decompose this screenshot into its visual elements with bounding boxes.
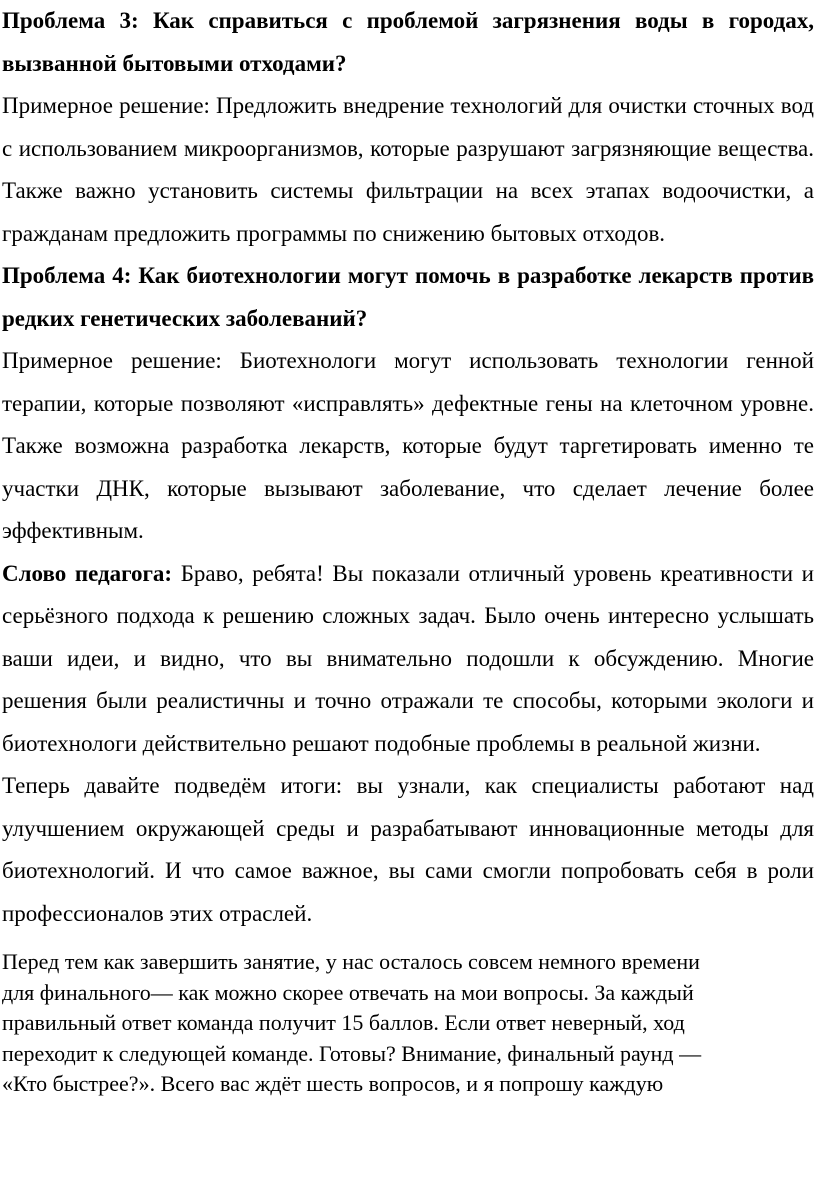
problem-3-solution: Примерное решение: Предложить внедрение технологий для очистки сточных вод с использованием микроорганизмов, которые разрушают загрязняющие вещества. Также важно установить системы фильтрации на всех этапах водоочистки, а гражданам предложить программы по снижению бытовых отходов. bbox=[2, 93, 814, 246]
final-round-line: для финального— как можно скорее отвечать на мои вопросы. За каждый bbox=[2, 979, 694, 1005]
teacher-word-text: Браво, ребята! Вы показали отличный уровень креативности и серьёзного подхода к решению сложных задач. Было очень интересно услышать ваши идеи, и видно, что вы внимательно подошли к обсуждению. Многие решения были реалистичны и точно отражали те способы, которыми экологи и биотехнологи действительно решают подобные проблемы в реальной жизни. bbox=[2, 560, 814, 756]
final-round-line: Перед тем как завершить занятие, у нас осталось совсем немного времени bbox=[2, 949, 700, 974]
teacher-word-paragraph bbox=[2, 553, 814, 766]
teacher-word-label: Слово педагога: bbox=[2, 560, 173, 586]
final-round-line: «Кто быстрее?». Всего вас ждёт шесть вопросов, и я попрошу каждую bbox=[2, 1071, 664, 1096]
summary-paragraph: Теперь давайте подведём итоги: вы узнали, как специалисты работают над улучшением окружающей среды и разрабатывают инновационные методы для биотехнологий. И что самое важное, вы сами смогли попробовать себя в роли профессионалов этих отраслей. bbox=[2, 773, 814, 926]
problem-4-solution: Примерное решение: Биотехнологи могут использовать технологии генной терапии, которые позволяют «исправлять» дефектные гены на клеточном уровне. Также возможна разработка лекарств, которые будут таргетировать именно те участки ДНК, которые вызывают заболевание, что сделает лечение более эффективным. bbox=[2, 348, 814, 543]
problem-4-title: Проблема 4: Как биотехнологии могут помочь в разработке лекарств против редких генетических заболеваний? bbox=[2, 263, 814, 331]
final-round-line: переходит к следующей команде. Готовы? Внимание, финальный раунд — bbox=[2, 1040, 702, 1066]
final-round-line: правильный ответ команда получит 15 баллов. Если ответ неверный, ход bbox=[2, 1010, 685, 1035]
final-round-paragraph bbox=[2, 935, 792, 1100]
problem-3-title: Проблема 3: Как справиться с проблемой загрязнения воды в городах, вызванной бытовыми отходами? bbox=[2, 8, 814, 76]
document-page bbox=[2, 0, 814, 1100]
